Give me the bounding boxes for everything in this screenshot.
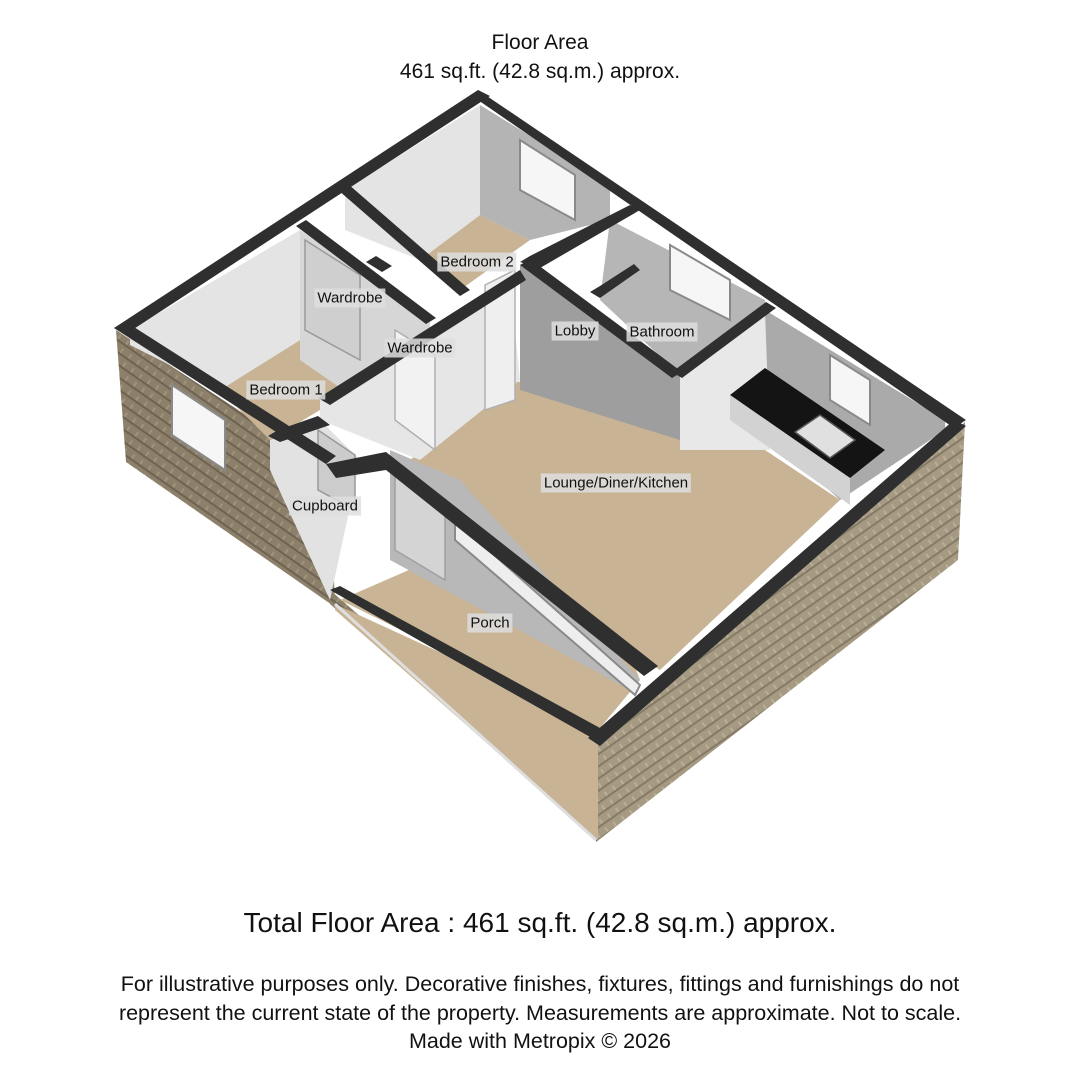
total-floor-area: Total Floor Area : 461 sq.ft. (42.8 sq.m.) approx. (243, 907, 837, 938)
room-label-wardrobe-1: Wardrobe (314, 289, 385, 308)
room-label-wardrobe-2: Wardrobe (384, 339, 455, 358)
floor-title: Floor Area (491, 31, 589, 54)
disclaimer-line-2: represent the current state of the property. Measurements are approximate. Not to scale. (118, 1000, 962, 1025)
room-label-bedroom-2: Bedroom 2 (437, 253, 516, 272)
disclaimer (40, 970, 1040, 1056)
room-label-lobby: Lobby (552, 322, 599, 341)
room-label-porch: Porch (467, 614, 512, 633)
room-label-cupboard: Cupboard (289, 497, 361, 516)
floor-area-value: 461 sq.ft. (42.8 sq.m.) approx. (399, 60, 681, 83)
room-label-lounge: Lounge/Diner/Kitchen (541, 474, 691, 493)
disclaimer-line-1: For illustrative purposes only. Decorative finishes, fixtures, fittings and furnishings do not (120, 972, 960, 996)
room-label-bathroom: Bathroom (626, 323, 697, 342)
credit-line: Made with Metropix © 2026 (408, 1029, 672, 1053)
room-label-bedroom-1: Bedroom 1 (246, 381, 325, 400)
